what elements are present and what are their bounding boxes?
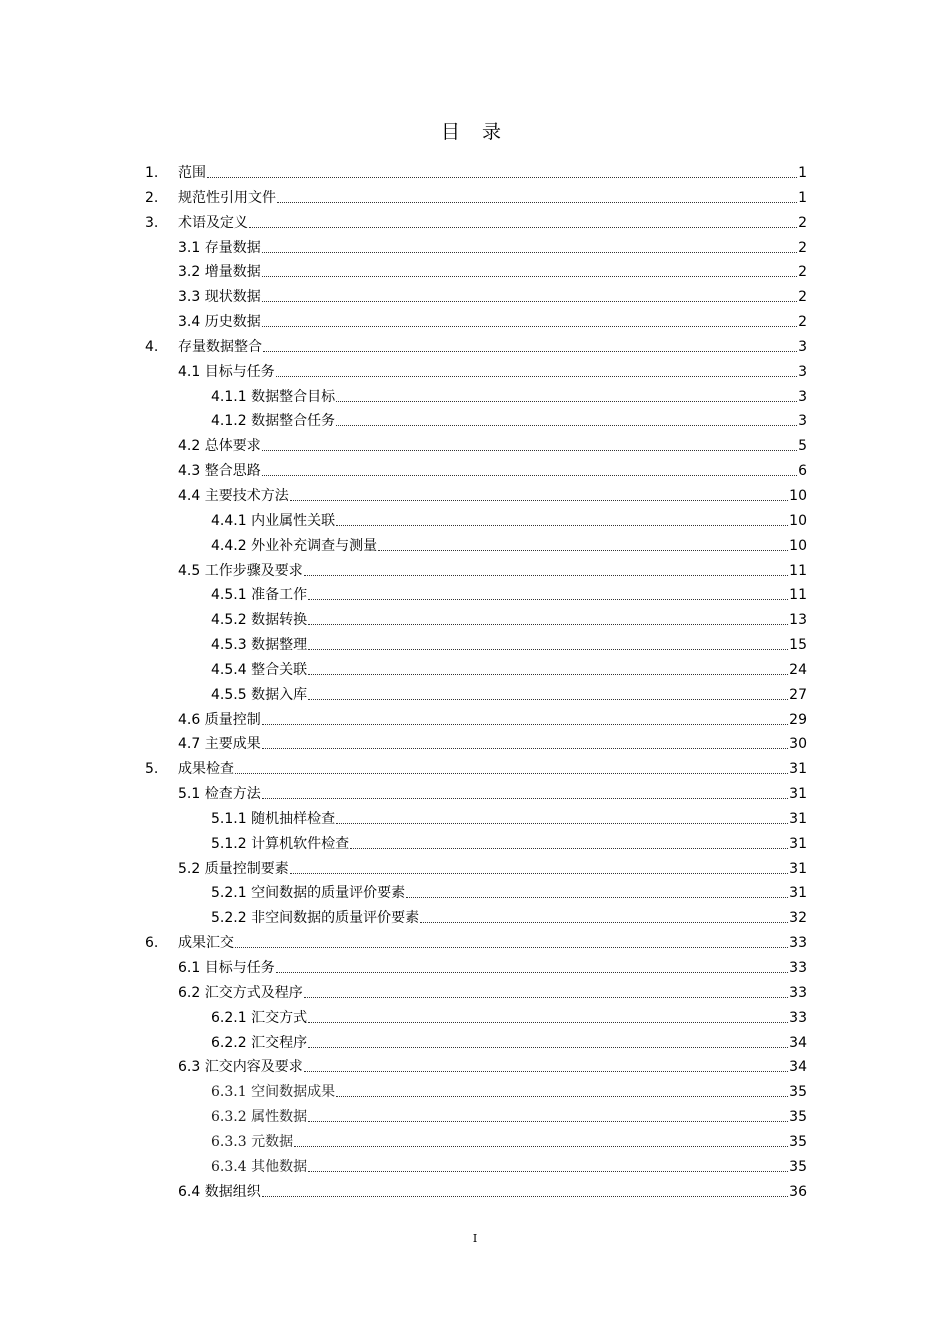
toc-entry[interactable] [0,509,950,534]
toc-dot-leader [249,227,797,228]
toc-entry[interactable] [0,683,950,708]
toc-dot-leader [308,1121,788,1122]
toc-entry[interactable] [0,732,950,757]
toc-entry-page: 10 [789,487,807,504]
toc-entry[interactable] [0,285,950,310]
toc-entry-page: 35 [789,1109,807,1126]
toc-entry-page: 31 [789,761,807,778]
toc-entry-title: 4.5.5 数据入库 [211,686,308,703]
toc-entry-title: 6.4 数据组织 [178,1183,261,1200]
toc-entry-title: 5.1.1 随机抽样检查 [211,810,336,827]
toc-entry-title: 规范性引用文件 [178,189,276,206]
toc-dot-leader [308,699,788,700]
toc-entry[interactable] [0,310,950,335]
toc-entry[interactable] [0,1105,950,1130]
toc-entry-page: 33 [789,960,807,976]
toc-dot-leader [276,376,797,377]
toc-entry-title: 6.3.3 元数据 [211,1133,294,1150]
toc-entry-title: 4.7 主要成果 [178,736,261,753]
toc-entry-page: 2 [798,264,807,281]
toc-dot-leader [378,550,788,551]
toc-dot-leader [262,301,797,302]
toc-entry[interactable] [0,236,950,261]
toc-dot-leader [262,724,788,725]
toc-dot-leader [276,972,788,973]
toc-entry-title: 6.2 汇交方式及程序 [178,984,303,1001]
toc-entry[interactable] [0,260,950,285]
toc-entry-title: 6.3.4 其他数据 [211,1158,308,1175]
toc-dot-leader [308,674,788,675]
toc-entry-number: 5. [145,761,159,778]
footer-page-number: I [472,1232,478,1245]
toc-dot-leader [308,1022,788,1023]
toc-entry[interactable] [0,956,950,981]
table-of-contents [0,161,950,1204]
toc-entry-page: 3 [798,363,807,380]
toc-dot-leader [235,947,788,948]
toc-entry[interactable] [0,1055,950,1080]
toc-entry[interactable] [0,459,950,484]
toc-entry-title: 4.6 质量控制 [178,711,261,728]
toc-entry-title: 4.5.1 准备工作 [211,587,308,604]
toc-entry-page: 31 [789,786,807,803]
toc-entry[interactable] [0,385,950,410]
toc-entry-title: 4.5 工作步骤及要求 [178,562,303,579]
toc-entry-title: 3.1 存量数据 [178,239,261,256]
toc-entry-page: 31 [789,860,807,877]
toc-entry-title: 6.2.2 汇交程序 [211,1034,308,1051]
toc-dot-leader [336,401,797,402]
toc-entry-page: 31 [789,885,807,902]
toc-dot-leader [406,897,788,898]
toc-entry[interactable] [0,1006,950,1031]
toc-entry-title: 4.4.1 内业属性关联 [211,512,336,529]
toc-entry[interactable] [0,534,950,559]
toc-dot-leader [420,922,788,923]
toc-entry-page: 33 [789,984,807,1001]
toc-entry-page: 11 [789,587,807,604]
toc-entry-title: 5.2.2 非空间数据的质量评价要素 [211,910,420,927]
toc-dot-leader [336,525,788,526]
toc-entry-title: 4.1 目标与任务 [178,363,275,380]
toc-dot-leader [350,848,788,849]
toc-entry-page: 2 [798,289,807,306]
toc-entry-page: 2 [798,214,807,231]
toc-entry[interactable] [0,583,950,608]
toc-entry[interactable] [0,186,950,211]
toc-entry[interactable] [0,807,950,832]
toc-dot-leader [262,252,797,253]
toc-entry[interactable] [0,1155,950,1180]
toc-entry-page: 2 [798,239,807,256]
toc-entry-page: 27 [789,686,807,703]
toc-entry-title: 6.1 目标与任务 [178,960,275,976]
toc-entry[interactable] [0,1080,950,1105]
toc-entry[interactable] [0,881,950,906]
toc-entry-title: 4.5.4 整合关联 [211,661,308,678]
toc-dot-leader [262,276,797,277]
toc-dot-leader [294,1146,788,1147]
toc-entry-page: 30 [789,736,807,753]
toc-entry-title: 5.1 检查方法 [178,786,261,803]
toc-dot-leader [235,773,788,774]
toc-entry-title: 成果检查 [178,761,234,778]
toc-entry[interactable] [0,484,950,509]
toc-entry[interactable] [0,608,950,633]
toc-entry-title: 范围 [178,165,206,181]
toc-entry[interactable] [0,782,950,807]
toc-entry-title: 4.4.2 外业补充调查与测量 [211,537,378,554]
toc-entry-title: 5.2.1 空间数据的质量评价要素 [211,885,406,902]
toc-entry[interactable] [0,906,950,931]
toc-entry[interactable] [0,857,950,882]
toc-entry-number: 4. [145,338,159,355]
toc-entry-page: 15 [789,637,807,654]
toc-dot-leader [263,351,797,352]
page-title: 目 录 [440,121,510,143]
toc-dot-leader [308,1047,788,1048]
toc-dot-leader [262,450,797,451]
toc-entry-page: 3 [798,338,807,355]
toc-entry[interactable] [0,633,950,658]
toc-entry-page: 35 [789,1158,807,1175]
toc-entry-title: 5.1.2 计算机软件检查 [211,835,350,852]
toc-entry[interactable] [0,981,950,1006]
toc-entry-page: 13 [789,612,807,629]
toc-dot-leader [304,997,788,998]
toc-dot-leader [277,202,797,203]
toc-dot-leader [207,177,797,178]
toc-dot-leader [308,599,788,600]
toc-entry-page: 10 [789,512,807,529]
toc-dot-leader [304,1071,788,1072]
toc-entry[interactable] [0,434,950,459]
toc-entry-title: 4.2 总体要求 [178,438,261,455]
toc-entry-title: 4.4 主要技术方法 [178,487,289,504]
toc-dot-leader [262,475,797,476]
toc-dot-leader [290,873,788,874]
toc-entry-title: 6.3.1 空间数据成果 [211,1084,336,1101]
toc-entry-title: 存量数据整合 [178,338,262,355]
toc-entry-number: 3. [145,214,159,231]
toc-dot-leader [336,823,788,824]
toc-entry-page: 32 [789,910,807,927]
toc-entry[interactable] [0,832,950,857]
toc-dot-leader [308,649,788,650]
toc-entry-page: 34 [789,1059,807,1076]
toc-entry-page: 35 [789,1133,807,1150]
toc-entry-page: 35 [789,1084,807,1101]
toc-entry-page: 5 [798,438,807,455]
toc-entry-title: 3.4 历史数据 [178,314,261,331]
toc-entry-title: 4.5.3 数据整理 [211,637,308,654]
toc-entry-title: 5.2 质量控制要素 [178,860,289,877]
toc-entry-number: 6. [145,935,159,952]
toc-dot-leader [262,326,797,327]
toc-entry[interactable] [0,559,950,584]
toc-entry-page: 29 [789,711,807,728]
toc-dot-leader [304,575,788,576]
toc-dot-leader [308,1171,788,1172]
toc-entry-page: 33 [789,935,807,952]
toc-entry-page: 3 [798,388,807,405]
toc-entry-title: 3.2 增量数据 [178,264,261,281]
toc-entry-page: 33 [789,1009,807,1026]
toc-entry-number: 1. [145,165,159,181]
toc-entry-page: 6 [798,463,807,480]
toc-entry[interactable] [0,211,950,236]
toc-dot-leader [290,500,788,501]
toc-entry-title: 4.1.2 数据整合任务 [211,413,336,430]
toc-entry-page: 3 [798,413,807,430]
toc-dot-leader [262,1196,788,1197]
toc-dot-leader [262,798,788,799]
toc-entry[interactable] [0,161,950,186]
toc-entry[interactable] [0,409,950,434]
toc-entry[interactable] [0,1031,950,1056]
toc-entry[interactable] [0,1130,950,1155]
toc-entry-title: 6.3.2 属性数据 [211,1109,308,1126]
toc-entry-page: 31 [789,835,807,852]
toc-dot-leader [336,1096,788,1097]
toc-entry-page: 10 [789,537,807,554]
toc-entry-title: 术语及定义 [178,214,248,231]
toc-entry-page: 1 [798,189,807,206]
toc-entry-title: 6.3 汇交内容及要求 [178,1059,303,1076]
toc-entry[interactable] [0,335,950,360]
toc-entry-title: 4.1.1 数据整合目标 [211,388,336,405]
toc-dot-leader [336,425,797,426]
toc-entry[interactable] [0,1180,950,1205]
toc-entry[interactable] [0,757,950,782]
toc-dot-leader [262,748,788,749]
toc-entry-page: 34 [789,1034,807,1051]
toc-entry[interactable] [0,708,950,733]
toc-entry[interactable] [0,360,950,385]
toc-entry-page: 36 [789,1183,807,1200]
toc-dot-leader [308,624,788,625]
toc-entry-page: 31 [789,810,807,827]
toc-entry-page: 11 [789,562,807,579]
toc-entry-page: 1 [798,165,807,181]
toc-entry[interactable] [0,931,950,956]
toc-entry-title: 4.3 整合思路 [178,463,261,480]
toc-entry-title: 4.5.2 数据转换 [211,612,308,629]
toc-entry-page: 2 [798,314,807,331]
toc-entry-title: 成果汇交 [178,935,234,952]
toc-entry-number: 2. [145,189,159,206]
toc-entry[interactable] [0,658,950,683]
toc-entry-title: 6.2.1 汇交方式 [211,1009,308,1026]
toc-entry-title: 3.3 现状数据 [178,289,261,306]
toc-entry-page: 24 [789,661,807,678]
